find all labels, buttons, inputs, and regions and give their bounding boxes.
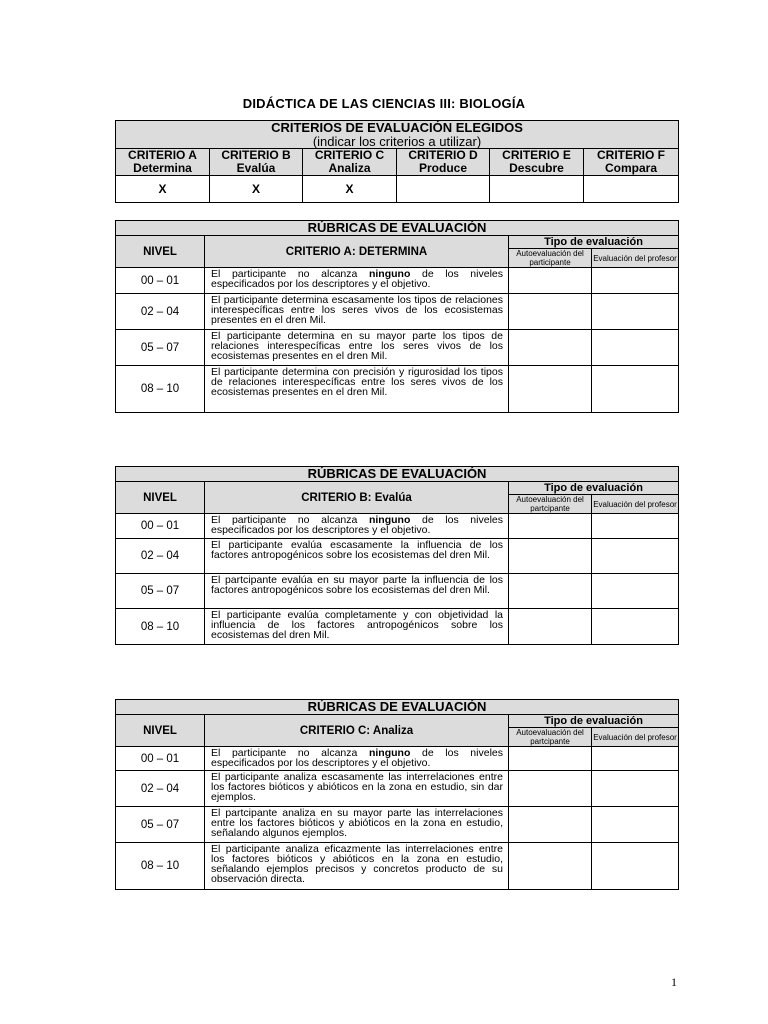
evaluacion-profesor-cell[interactable] — [592, 268, 679, 294]
rubric-table-c — [115, 699, 679, 890]
evaluacion-profesor-cell[interactable] — [592, 771, 679, 807]
level-label: 08 – 10 — [116, 843, 205, 890]
tipo-evaluacion-header: Tipo de evaluación — [509, 482, 679, 495]
criterion-a-header: CRITERIO A Determina — [116, 149, 210, 176]
evaluacion-profesor-cell[interactable] — [592, 514, 679, 539]
autoevaluacion-cell[interactable] — [509, 366, 592, 413]
level-description: El partcipante analiza en su mayor parte las interrelaciones entre los factores bióticos y abióticos en la zona en estudio, señalando algunos ejemplos. — [205, 807, 509, 843]
level-description: El participante evalúa completamente y con objetividad la influencia de los factores antropogénicos sobre los ecosistemas del dren Mil. — [205, 609, 509, 645]
autoevaluacion-cell[interactable] — [509, 807, 592, 843]
level-description: El participante determina con precisión y rigurosidad los tipos de relaciones interespecíficas entre los seres vivos de los ecosistemas presentes en el dren Mil. — [205, 366, 509, 413]
nivel-header: NIVEL — [116, 715, 205, 747]
level-description: El participante no alcanza ninguno de los niveles especificados por los descriptores y el objetivo. — [205, 514, 509, 539]
evaluacion-profesor-header: Evaluación del profesor — [592, 495, 679, 514]
level-description: El participante no alcanza ninguno de los niveles especificados por los descriptores y el objetivo. — [205, 268, 509, 294]
autoevaluacion-cell[interactable] — [509, 771, 592, 807]
autoevaluacion-cell[interactable] — [509, 514, 592, 539]
criteria-table — [115, 120, 679, 203]
level-label: 02 – 04 — [116, 539, 205, 574]
level-label: 02 – 04 — [116, 771, 205, 807]
level-description: El partcipante evalúa en su mayor parte la influencia de los factores antropogénicos sobre los ecosistemas del dren Mil. — [205, 574, 509, 609]
evaluacion-profesor-cell[interactable] — [592, 747, 679, 771]
level-label: 05 – 07 — [116, 807, 205, 843]
document-title: DIDÁCTICA DE LAS CIENCIAS III: BIOLOGÍA — [242, 96, 526, 111]
criterion-c-header: CRITERIO C Analiza — [303, 149, 397, 176]
tipo-evaluacion-header: Tipo de evaluación — [509, 715, 679, 728]
criterion-f-mark[interactable] — [584, 176, 679, 203]
criterion-header: CRITERIO B: Evalúa — [205, 482, 509, 514]
autoevaluacion-cell[interactable] — [509, 294, 592, 330]
nivel-header: NIVEL — [116, 236, 205, 268]
criterion-e-mark[interactable] — [490, 176, 584, 203]
level-description: El participante analiza eficazmente las interrelaciones entre los factores bióticos y abióticos en la zona en estudio, señalando ejemplos precisos y concretos producto de su observación directa. — [205, 843, 509, 890]
level-label: 02 – 04 — [116, 294, 205, 330]
level-description: El participante no alcanza ninguno de los niveles especificados por los descriptores y el objetivo. — [205, 747, 509, 771]
criterion-d-mark[interactable] — [397, 176, 490, 203]
evaluacion-profesor-cell[interactable] — [592, 366, 679, 413]
autoevaluacion-cell[interactable] — [509, 609, 592, 645]
criteria-table-header — [116, 121, 679, 149]
criterion-header: CRITERIO A: DETERMINA — [205, 236, 509, 268]
autoevaluacion-header: Autoevaluación del participante — [509, 249, 592, 268]
autoevaluacion-cell[interactable] — [509, 330, 592, 366]
evaluacion-profesor-cell[interactable] — [592, 574, 679, 609]
tipo-evaluacion-header: Tipo de evaluación — [509, 236, 679, 249]
level-label: 08 – 10 — [116, 366, 205, 413]
page-number: 1 — [671, 975, 677, 989]
rubric-title: RÚBRICAS DE EVALUACIÓN — [116, 700, 679, 715]
criterion-b-header: CRITERIO B Evalúa — [210, 149, 303, 176]
autoevaluacion-cell[interactable] — [509, 574, 592, 609]
autoevaluacion-cell[interactable] — [509, 843, 592, 890]
criterion-c-mark[interactable]: X — [303, 176, 397, 203]
rubric-table-a — [115, 220, 679, 413]
level-label: 00 – 01 — [116, 268, 205, 294]
rubric-title: RÚBRICAS DE EVALUACIÓN — [116, 467, 679, 482]
level-label: 00 – 01 — [116, 514, 205, 539]
rubric-table-b — [115, 466, 679, 645]
level-label: 05 – 07 — [116, 330, 205, 366]
criteria-table-title: CRITERIOS DE EVALUACIÓN ELEGIDOS — [271, 120, 523, 135]
criterion-d-header: CRITERIO D Produce — [397, 149, 490, 176]
criterion-b-mark[interactable]: X — [210, 176, 303, 203]
nivel-header: NIVEL — [116, 482, 205, 514]
criterion-header: CRITERIO C: Analiza — [205, 715, 509, 747]
evaluacion-profesor-cell[interactable] — [592, 539, 679, 574]
autoevaluacion-cell[interactable] — [509, 747, 592, 771]
evaluacion-profesor-cell[interactable] — [592, 294, 679, 330]
level-description: El participante evalúa escasamente la influencia de los factores antropogénicos sobre los ecosistemas del dren Mil. — [205, 539, 509, 574]
autoevaluacion-header: Autoevaluación del partcipante — [509, 728, 592, 747]
criterion-a-mark[interactable]: X — [116, 176, 210, 203]
level-description: El participante determina escasamente los tipos de relaciones interespecíficas entre los seres vivos de los ecosistemas presentes en el dren Mil. — [205, 294, 509, 330]
level-description: El participante determina en su mayor parte los tipos de relaciones interespecíficas entre los seres vivos de los ecosistemas presentes en el dren Mil. — [205, 330, 509, 366]
rubric-title: RÚBRICAS DE EVALUACIÓN — [116, 221, 679, 236]
criteria-table-subtitle: (indicar los criterios a utilizar) — [312, 134, 482, 149]
evaluacion-profesor-header: Evaluación del profesor — [592, 249, 679, 268]
criterion-e-header: CRITERIO E Descubre — [490, 149, 584, 176]
evaluacion-profesor-cell[interactable] — [592, 330, 679, 366]
criterion-f-header: CRITERIO F Compara — [584, 149, 679, 176]
level-label: 08 – 10 — [116, 609, 205, 645]
autoevaluacion-cell[interactable] — [509, 268, 592, 294]
evaluacion-profesor-cell[interactable] — [592, 843, 679, 890]
level-label: 05 – 07 — [116, 574, 205, 609]
evaluacion-profesor-cell[interactable] — [592, 807, 679, 843]
autoevaluacion-cell[interactable] — [509, 539, 592, 574]
level-description: El participante analiza escasamente las interrelaciones entre los factores bióticos y abióticos en la zona en estudio, sin dar ejemplos. — [205, 771, 509, 807]
evaluacion-profesor-header: Evaluación del profesor — [592, 728, 679, 747]
level-label: 00 – 01 — [116, 747, 205, 771]
autoevaluacion-header: Autoevaluación del partcipante — [509, 495, 592, 514]
evaluacion-profesor-cell[interactable] — [592, 609, 679, 645]
